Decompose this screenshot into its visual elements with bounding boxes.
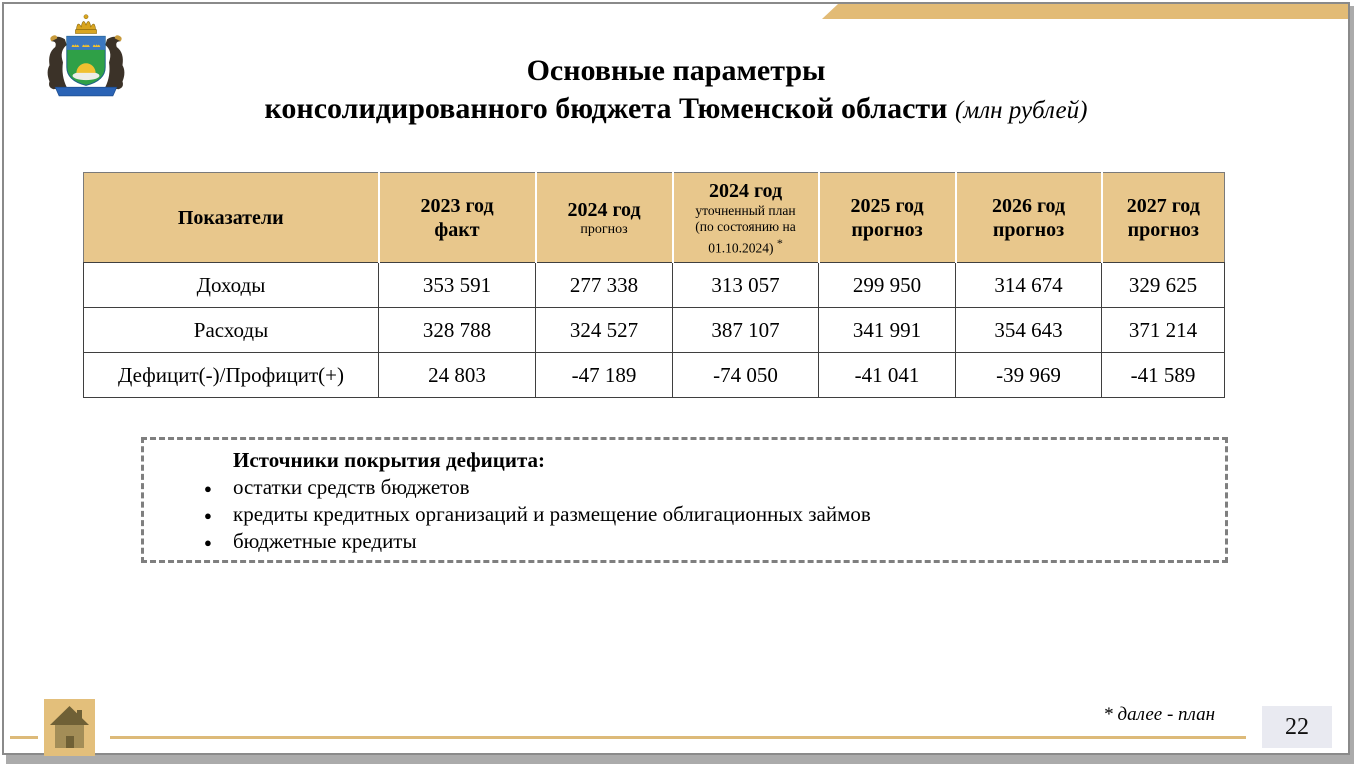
slide-title-units: (млн рублей) xyxy=(954,97,1088,124)
col-header-2024-forecast xyxy=(536,173,673,263)
accent-band xyxy=(822,4,1348,19)
cell-value: 313 057 xyxy=(673,263,819,308)
col-header-sub: прогноз xyxy=(580,221,628,237)
col-header-sub: прогноз xyxy=(1127,218,1199,241)
cell-value: 387 107 xyxy=(673,308,819,353)
cell-value: 341 991 xyxy=(819,308,956,353)
col-header-note1: (по состоянию на xyxy=(695,218,796,234)
col-header-indicators xyxy=(84,173,379,263)
slide-title-line2-text: консолидированного бюджета Тюменской области xyxy=(264,92,948,125)
slide xyxy=(2,2,1350,755)
slide-title-line2 xyxy=(4,90,1348,130)
table-row-incomes xyxy=(84,263,1225,308)
cell-value: 353 591 xyxy=(379,263,536,308)
deficit-sources-box xyxy=(141,437,1228,563)
row-label: Доходы xyxy=(84,263,379,308)
home-icon xyxy=(44,699,95,756)
footer-divider-right xyxy=(110,736,1246,739)
col-header-sub: прогноз xyxy=(992,218,1065,241)
col-header-label: Показатели xyxy=(177,206,284,229)
row-label: Дефицит(-)/Профицит(+) xyxy=(84,353,379,398)
slide-title-line1: Основные параметры xyxy=(526,54,826,87)
cell-value: 314 674 xyxy=(956,263,1102,308)
col-header-2026-forecast xyxy=(956,173,1102,263)
cell-value: 371 214 xyxy=(1102,308,1225,353)
cell-value: -41 589 xyxy=(1102,353,1225,398)
col-header-2023-fact xyxy=(379,173,536,263)
footer-divider-left xyxy=(10,736,38,739)
row-label: Расходы xyxy=(84,308,379,353)
cell-value: -74 050 xyxy=(673,353,819,398)
cell-value: 299 950 xyxy=(819,263,956,308)
cell-value: 324 527 xyxy=(536,308,673,353)
budget-table xyxy=(83,172,1225,398)
col-header-year: 2025 год xyxy=(850,194,924,217)
col-header-sub: факт xyxy=(434,218,480,241)
col-header-note2 xyxy=(676,235,816,257)
table-header-row xyxy=(84,173,1225,263)
page-number: 22 xyxy=(1262,706,1332,748)
cell-value: 329 625 xyxy=(1102,263,1225,308)
cell-value: -47 189 xyxy=(536,353,673,398)
table-row-expenses xyxy=(84,308,1225,353)
col-header-2025-forecast xyxy=(819,173,956,263)
col-header-sub: прогноз xyxy=(851,218,923,241)
deficit-sources-title: Источники покрытия дефицита: xyxy=(233,448,546,472)
col-header-year: 2026 год xyxy=(991,194,1066,217)
col-header-note2-text: 01.10.2024) xyxy=(708,240,774,256)
cell-value: -41 041 xyxy=(819,353,956,398)
table-row-deficit xyxy=(84,353,1225,398)
footnote-star: * xyxy=(776,235,783,250)
col-header-year: 2024 год xyxy=(708,179,783,202)
col-header-2024-updated-plan xyxy=(673,173,819,263)
list-item: ● кредиты кредитных организаций и размещение облигационных займов xyxy=(144,501,1225,528)
home-button[interactable] xyxy=(44,699,95,756)
list-item: ● остатки средств бюджетов xyxy=(144,474,1225,501)
col-header-year: 2023 год xyxy=(420,194,494,217)
cell-value: 328 788 xyxy=(379,308,536,353)
slide-title xyxy=(4,52,1348,130)
col-header-year: 2024 год xyxy=(567,198,641,221)
cell-value: -39 969 xyxy=(956,353,1102,398)
col-header-year: 2027 год xyxy=(1126,194,1200,217)
col-header-sub: уточненный план xyxy=(695,202,796,218)
footnote: * далее - план xyxy=(1103,704,1215,725)
deficit-sources-list xyxy=(144,474,1225,555)
cell-value: 354 643 xyxy=(956,308,1102,353)
col-header-2027-forecast xyxy=(1102,173,1225,263)
list-item: ● бюджетные кредиты xyxy=(144,528,1225,555)
cell-value: 277 338 xyxy=(536,263,673,308)
cell-value: 24 803 xyxy=(379,353,536,398)
